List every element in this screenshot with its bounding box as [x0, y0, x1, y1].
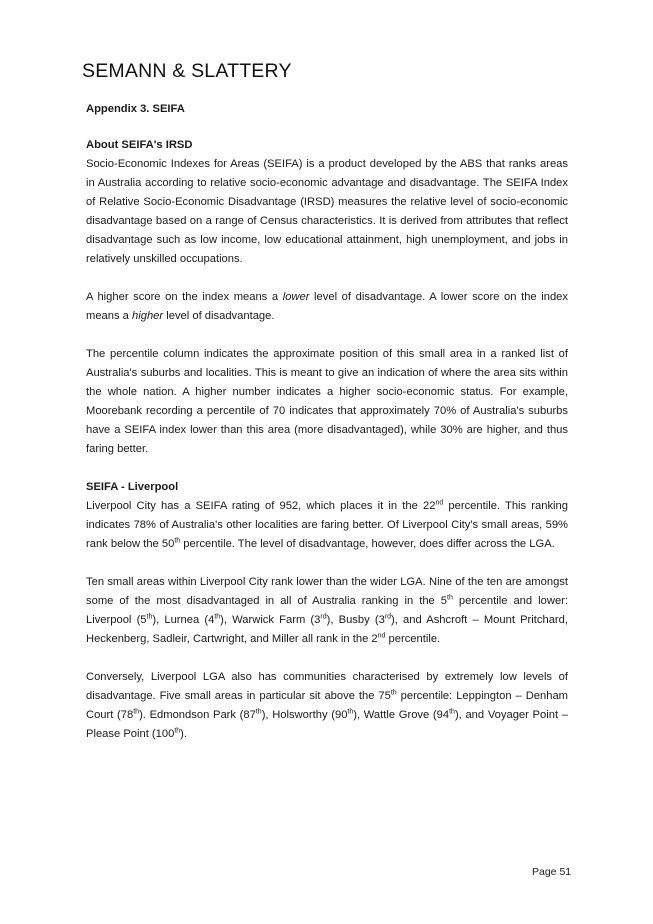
document-body [86, 100, 568, 744]
page-number: Page 51 [532, 866, 572, 878]
paragraph-score-meaning: A higher score on the index means a lower level of disadvantage. A lower score on the index means a higher level of disadvantage. [86, 291, 568, 322]
paragraph-higher-areas: Conversely, Liverpool LGA also has communities characterised by extremely low levels of disadvantage. Five small areas in particular sit above the 75th percentile: Leppington – Denham Court (78th). Edmondson Park (87th), Holsworthy (90th), Wattle Grove (94th), and Voyager Point – Please Point (100th). [86, 671, 568, 740]
paragraph-lower-areas: Ten small areas within Liverpool City rank lower than the wider LGA. Nine of the ten are amongst some of the most disadvantaged in all of Australia ranking in the 5th percentile and lower: Liverpool (5th), Lurnea (4th), Warwick Farm (3rd), Busby (3rd), and Ashcroft – Mount Pritchard, Heckenberg, Sadleir, Cartwright, and Miller all rank in the 2nd percentile. [86, 576, 569, 645]
paragraph-percentile-explanation: The percentile column indicates the approximate position of this small area in a ranked list of Australia's suburbs and localities. This is meant to give an indication of where the area sits within the whole nation. A higher number indicates a higher socio-economic status. For example, Moorebank recording a percentile of 70 indicates that approximately 70% of Australia's suburbs have a SEIFA index lower than this area (more disadvantaged), while 30% are higher, and thus faring better. [86, 348, 568, 455]
section-heading-about-irsd: About SEIFA's IRSD [86, 139, 193, 151]
paragraph-liverpool-rating: Liverpool City has a SEIFA rating of 952, which places it in the 22nd percentile. This ranking indicates 78% of Australia's other localities are faring better. Of Liverpool City's small areas, 59% rank below the 50th percentile. The level of disadvantage, however, does differ across the LGA. [86, 499, 568, 550]
appendix-title: Appendix 3. SEIFA [86, 103, 185, 115]
section-heading-seifa-liverpool: SEIFA - Liverpool [86, 481, 179, 493]
paragraph-seifa-intro: Socio-Economic Indexes for Areas (SEIFA) is a product developed by the ABS that ranks areas in Australia according to relative socio-economic advantage and disadvantage. The SEIFA Index of Relative Socio-Economic Disadvantage (IRSD) measures the relative level of socio-economic disadvantage based on a range of Census characteristics. It is derived from attributes that reflect disadvantage such as low income, low educational attainment, high unemployment, and jobs in relatively unskilled occupations. [86, 158, 568, 265]
company-logo: SEMANN & SLATTERY [82, 60, 292, 82]
